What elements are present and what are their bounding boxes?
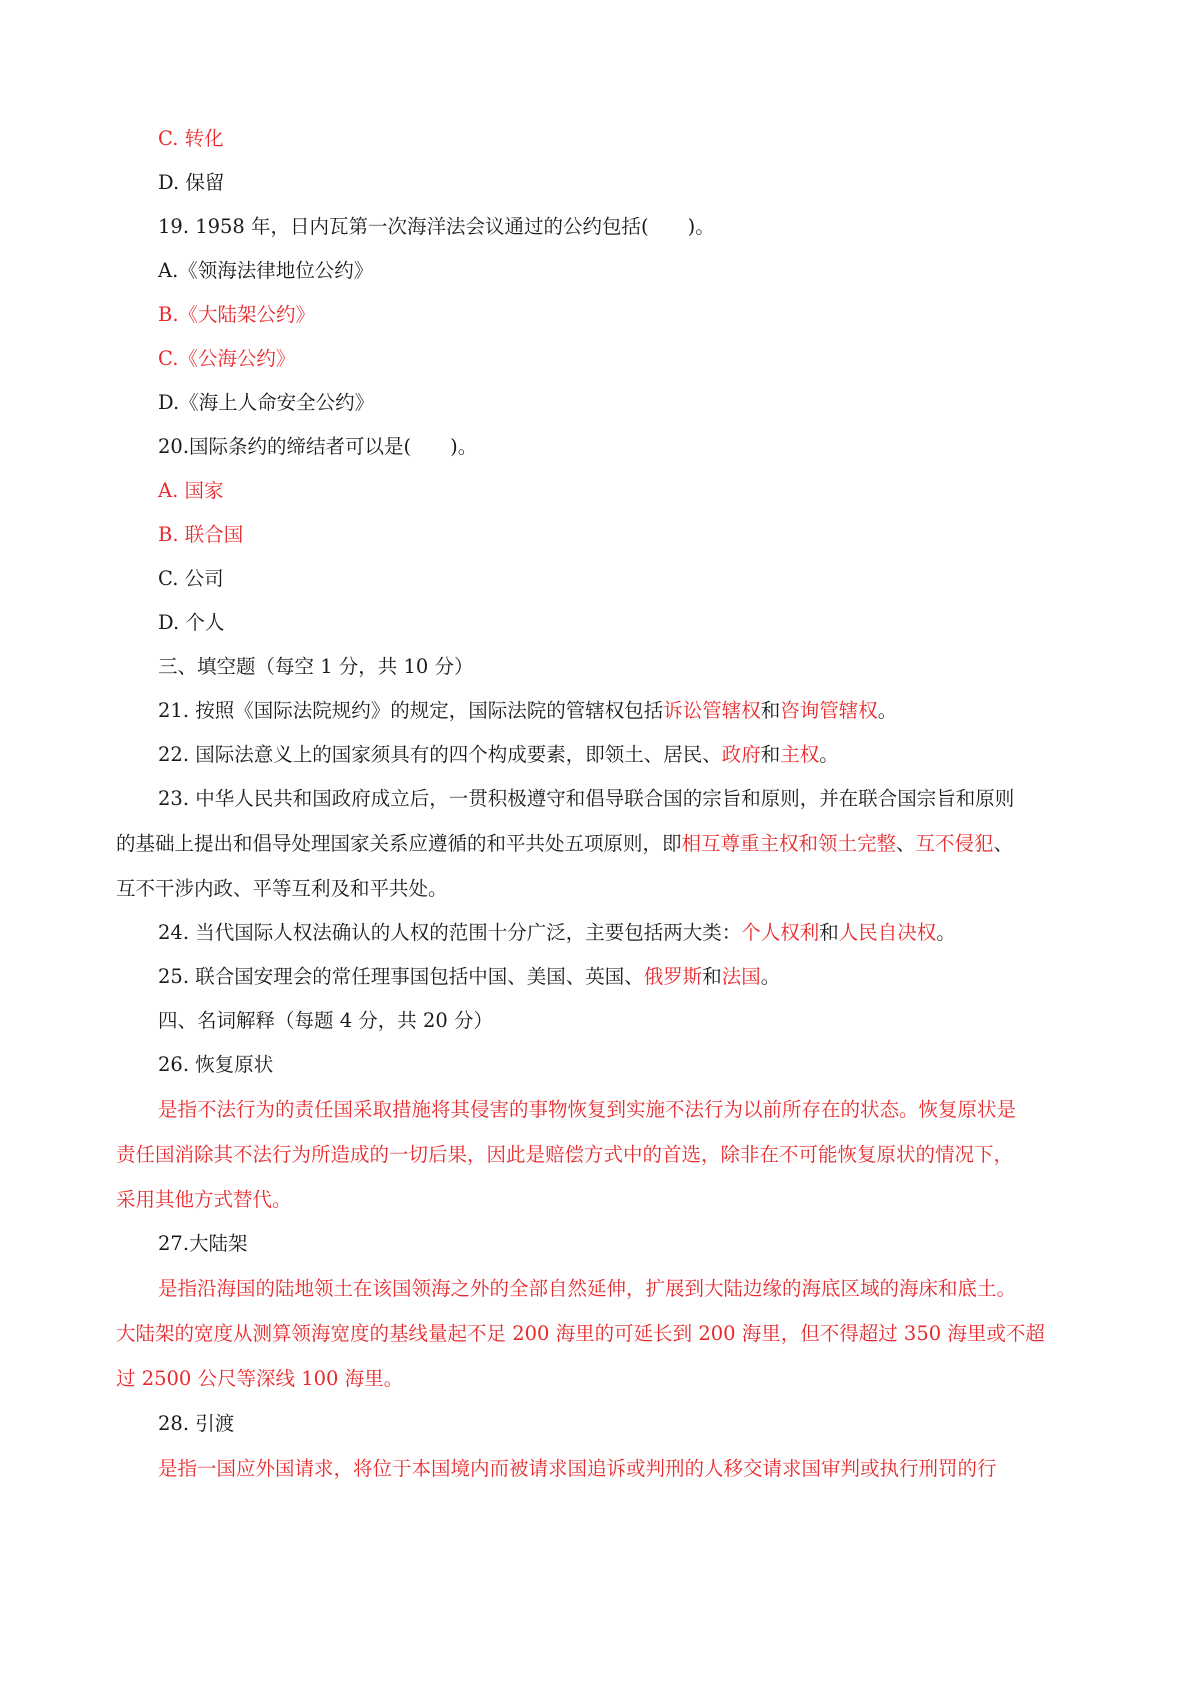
q24-end: 。 <box>936 921 956 944</box>
q23-sep: 、 <box>896 832 916 855</box>
q25-answer-2: 法国 <box>721 965 761 988</box>
q20-option-a: A. 国家 <box>158 479 224 502</box>
q23-line-1: 23. 中华人民共和国政府成立后，一贯积极遵守和倡导联合国的宗旨和原则，并在联合国宗旨和原则 <box>158 787 1015 810</box>
q28-term: 28. 引渡 <box>158 1412 235 1435</box>
q24-conj: 和 <box>819 921 839 944</box>
q24-line <box>158 921 956 945</box>
q26-answer-line-2: 责任国消除其不法行为所造成的一切后果，因此是赔偿方式中的首选，除非在不可能恢复原状的情况下， <box>116 1143 1014 1166</box>
q28-answer-line-1: 是指一国应外国请求，将位于本国境内而被请求国追诉或判刑的人移交请求国审判或执行刑罚的行 <box>158 1457 997 1480</box>
q21-answer-1: 诉讼管辖权 <box>663 699 761 722</box>
q25-text: 25. 联合国安理会的常任理事国包括中国、美国、英国、 <box>158 965 644 988</box>
q24-text: 24. 当代国际人权法确认的人权的范围十分广泛，主要包括两大类： <box>158 921 742 944</box>
q19-stem: 19. 1958 年，日内瓦第一次海洋法会议通过的公约包括( )。 <box>158 215 715 238</box>
q25-conj: 和 <box>702 965 722 988</box>
q26-answer-line-1: 是指不法行为的责任国采取措施将其侵害的事物恢复到实施不法行为以前所存在的状态。恢复原状是 <box>158 1098 1017 1121</box>
q19-option-d: D.《海上人命安全公约》 <box>158 391 375 414</box>
q21-conj: 和 <box>760 699 781 722</box>
q27-answer-line-3: 过 2500 公尺等深线 100 海里。 <box>116 1367 404 1390</box>
section-4-title: 四、名词解释（每题 4 分，共 20 分） <box>158 1009 494 1032</box>
q21-line <box>158 699 897 723</box>
q20-option-c: C. 公司 <box>158 567 224 590</box>
q24-answer-1: 个人权利 <box>741 921 820 944</box>
q22-answer-1: 政府 <box>721 743 761 766</box>
q23-line-2 <box>116 832 1013 856</box>
q19-option-c: C.《公海公约》 <box>158 347 296 370</box>
q25-answer-1: 俄罗斯 <box>643 965 703 988</box>
q23-end: 、 <box>993 832 1014 855</box>
q22-text: 22. 国际法意义上的国家须具有的四个构成要素，即领土、居民、 <box>158 743 722 766</box>
q19-option-a: A.《领海法律地位公约》 <box>158 259 374 282</box>
q26-answer-line-3: 采用其他方式替代。 <box>116 1188 292 1211</box>
q22-end: 。 <box>819 743 839 766</box>
q22-line <box>158 743 839 767</box>
q25-end: 。 <box>760 965 781 988</box>
q21-end: 。 <box>877 699 898 722</box>
q26-term: 26. 恢复原状 <box>158 1053 274 1076</box>
q20-option-b: B. 联合国 <box>158 523 244 546</box>
q23-line-3: 互不干涉内政、平等互利及和平共处。 <box>116 877 448 900</box>
q24-answer-2: 人民自决权 <box>838 921 937 944</box>
q18-option-c: C. 转化 <box>158 127 224 150</box>
q20-stem: 20.国际条约的缔结者可以是( )。 <box>158 435 478 458</box>
q27-answer-line-2: 大陆架的宽度从测算领海宽度的基线量起不足 200 海里的可延长到 200 海里，但不得超过 350 海里或不超 <box>116 1322 1045 1345</box>
q21-text: 21. 按照《国际法院规约》的规定，国际法院的管辖权包括 <box>158 699 664 722</box>
q22-conj: 和 <box>760 743 781 766</box>
q23-answer-1: 相互尊重主权和领土完整 <box>681 832 897 855</box>
q27-term: 27.大陆架 <box>158 1232 248 1255</box>
q21-answer-2: 咨询管辖权 <box>780 699 878 722</box>
q19-option-b: B.《大陆架公约》 <box>158 303 316 326</box>
q25-line <box>158 965 780 989</box>
q22-answer-2: 主权 <box>780 743 820 766</box>
q20-option-d: D. 个人 <box>158 611 225 634</box>
section-3-title: 三、填空题（每空 1 分，共 10 分） <box>158 655 474 678</box>
q23-text: 的基础上提出和倡导处理国家关系应遵循的和平共处五项原则，即 <box>116 832 682 855</box>
q18-option-d: D. 保留 <box>158 171 225 194</box>
q23-answer-2: 互不侵犯 <box>915 832 994 855</box>
q27-answer-line-1: 是指沿海国的陆地领土在该国领海之外的全部自然延伸，扩展到大陆边缘的海底区域的海床和底土。 <box>158 1277 1017 1300</box>
